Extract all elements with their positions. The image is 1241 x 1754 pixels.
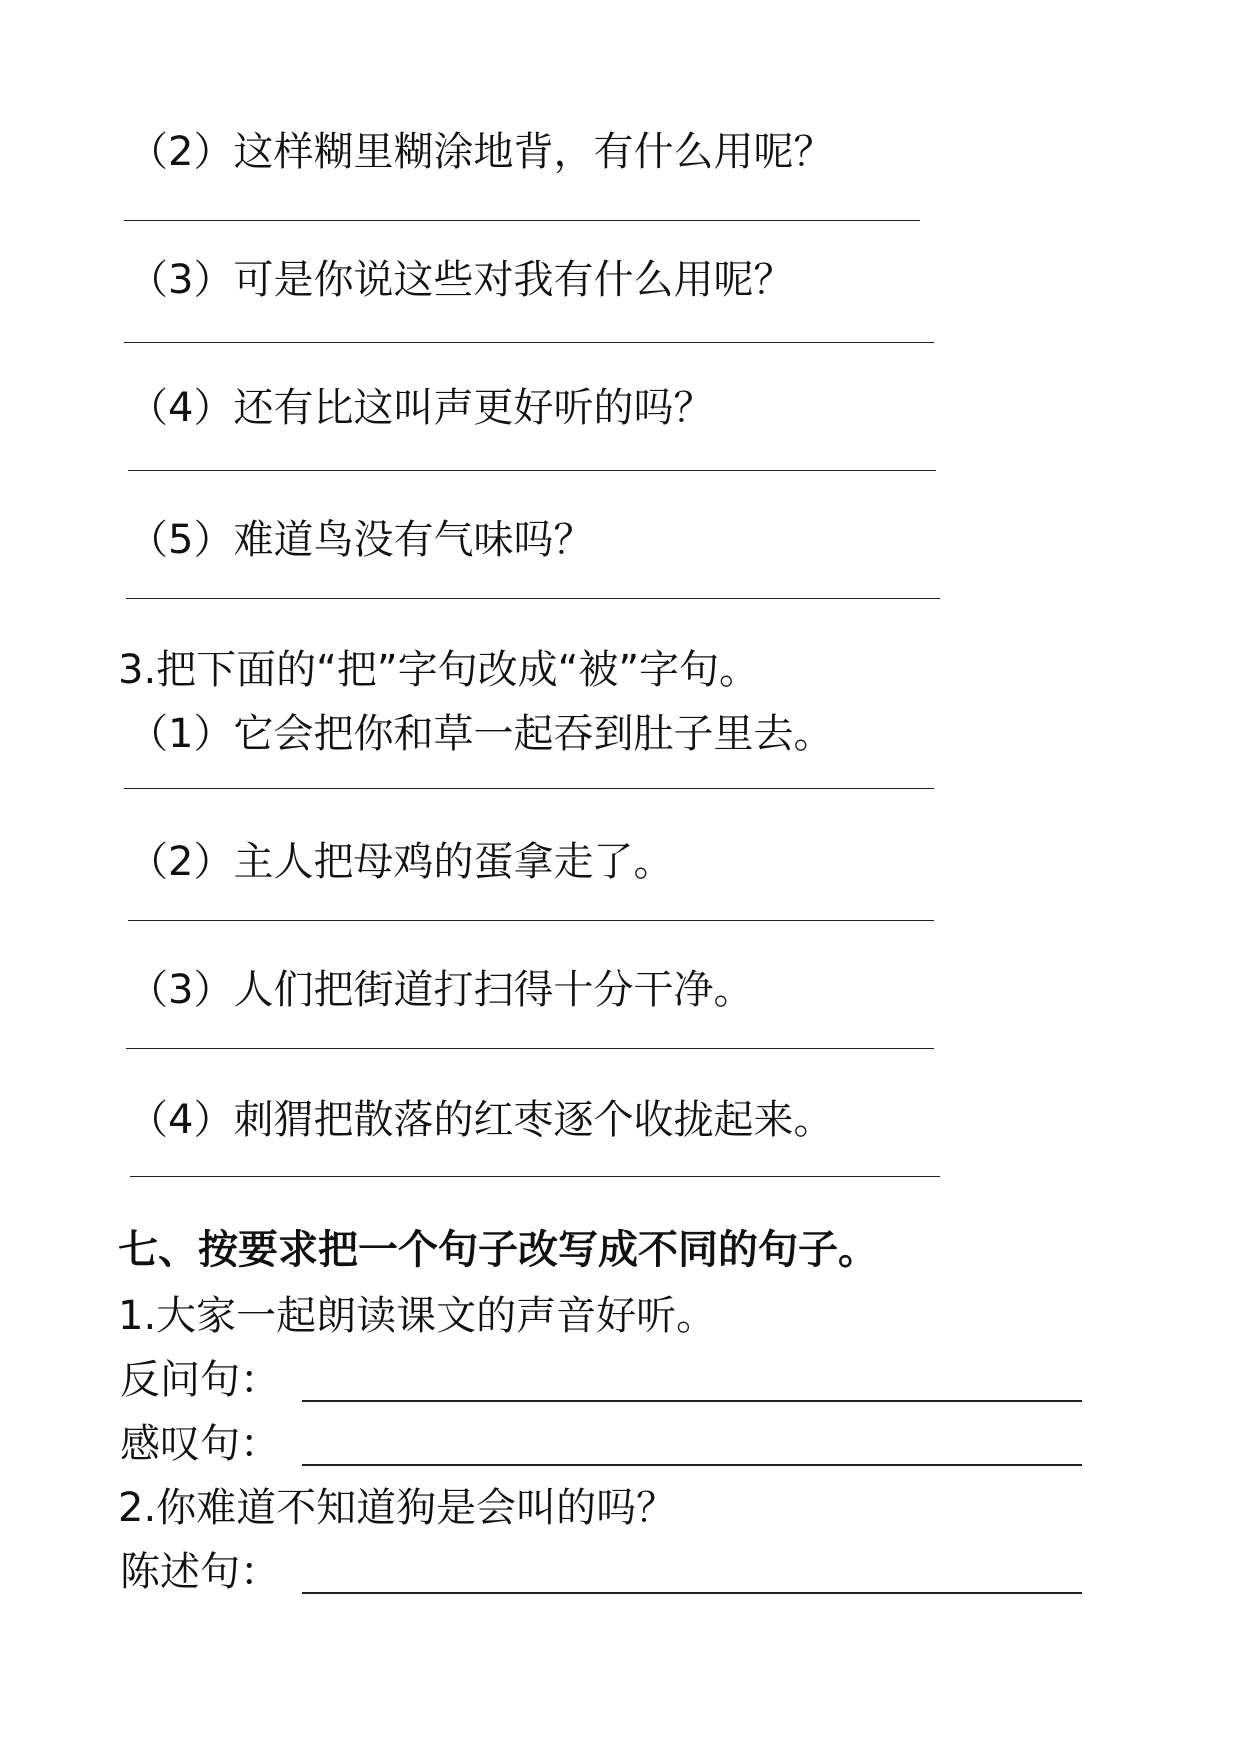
q3-item-3 xyxy=(128,966,753,1014)
item-text: 它会把你和草一起吞到肚子里去。 xyxy=(233,711,834,757)
answer-line[interactable] xyxy=(126,598,940,599)
exclamatory-sentence-input[interactable] xyxy=(302,1464,1082,1466)
answer-line[interactable] xyxy=(124,342,934,343)
field-label: 陈述句： xyxy=(120,1549,280,1595)
item-number: （2） xyxy=(128,129,234,175)
answer-line[interactable] xyxy=(124,788,934,789)
q2-item-5 xyxy=(128,516,593,564)
item-text: 主人把母鸡的蛋拿走了。 xyxy=(233,839,674,885)
q2-item-4 xyxy=(128,384,713,432)
item-text: 还有比这叫声更好听的吗？ xyxy=(233,385,714,431)
item-number: （2） xyxy=(128,839,234,885)
rhetorical-question-input[interactable] xyxy=(302,1400,1082,1402)
section-7-q1: 1.大家一起朗读课文的声音好听。 xyxy=(118,1293,717,1339)
field-label: 感叹句： xyxy=(120,1421,280,1467)
rhetorical-question-field xyxy=(120,1356,280,1404)
item-text: 可是你说这些对我有什么用呢？ xyxy=(233,257,794,303)
q2-item-2 xyxy=(128,128,833,176)
section-7-heading: 七、按要求把一个句子改写成不同的句子。 xyxy=(118,1227,878,1273)
item-text: 难道鸟没有气味吗？ xyxy=(233,517,594,563)
item-number: （4） xyxy=(128,1097,234,1143)
item-number: （3） xyxy=(128,967,234,1013)
section-7-q2: 2.你难道不知道狗是会叫的吗？ xyxy=(118,1485,677,1531)
answer-line[interactable] xyxy=(128,470,936,471)
answer-line[interactable] xyxy=(128,920,934,921)
q3-item-1 xyxy=(128,710,833,758)
item-number: （4） xyxy=(128,385,234,431)
field-label: 反问句： xyxy=(120,1357,280,1403)
item-number: （3） xyxy=(128,257,234,303)
declarative-sentence-field xyxy=(120,1548,280,1596)
item-number: （5） xyxy=(128,517,234,563)
answer-line[interactable] xyxy=(126,1048,934,1049)
answer-line[interactable] xyxy=(124,220,920,221)
item-number: （1） xyxy=(128,711,234,757)
declarative-sentence-input[interactable] xyxy=(302,1592,1082,1594)
item-text: 人们把街道打扫得十分干净。 xyxy=(233,967,754,1013)
item-text: 刺猬把散落的红枣逐个收拢起来。 xyxy=(233,1097,834,1143)
answer-line[interactable] xyxy=(130,1176,940,1177)
q3-title: 3.把下面的“把”字句改成“被”字句。 xyxy=(118,647,760,693)
exclamatory-sentence-field xyxy=(120,1420,280,1468)
item-text: 这样糊里糊涂地背，有什么用呢？ xyxy=(233,129,834,175)
q2-item-3 xyxy=(128,256,793,304)
q3-item-2 xyxy=(128,838,673,886)
q3-item-4 xyxy=(128,1096,833,1144)
